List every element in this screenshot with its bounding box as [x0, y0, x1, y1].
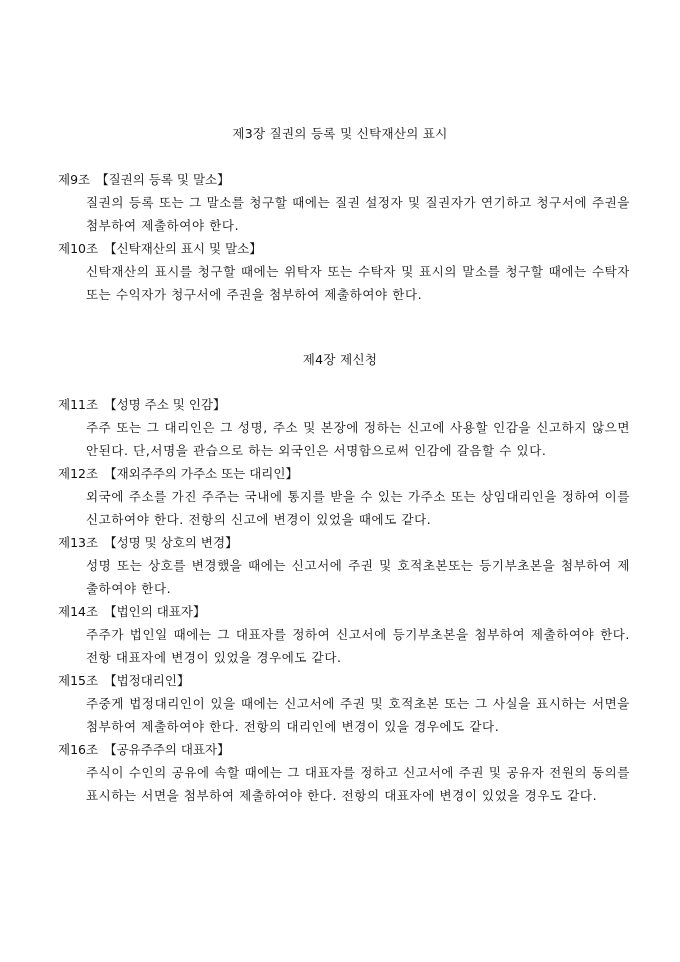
article-title: 【법인의 대표자】: [104, 604, 206, 619]
article-heading: [58, 600, 630, 623]
chapter-4-title: 제4장 제신청: [302, 352, 378, 367]
article-number: 제14조: [58, 604, 99, 619]
article-title: 【재외주주의 가주소 또는 대리인】: [104, 466, 298, 481]
article-body: 외국에 주소를 가진 주주는 국내에 통지를 받을 수 있는 가주소 또는 상임대리인을 정하여 이를 신고하여야 한다. 전항의 신고에 변경이 있었을 때에도 같다.: [86, 489, 630, 527]
article-body: 성명 또는 상호를 변경했을 때에는 신고서에 주권 및 호적초본또는 등기부초본을 첨부하여 제출하여야 한다.: [86, 558, 630, 596]
article-body: 질권의 등록 또는 그 말소를 청구할 때에는 질권 설정자 및 질권자가 연기하고 청구서에 주권을 첨부하여 제출하여야 한다.: [86, 195, 630, 233]
article-number: 제12조: [58, 466, 99, 481]
article-body: 신탁재산의 표시를 청구할 때에는 위탁자 또는 수탁자 및 표시의 말소를 청구할 때에는 수탁자 또는 수익자가 청구서에 주권을 첨부하여 제출하여야 한다.: [86, 264, 630, 302]
article-heading: [58, 237, 630, 260]
article-title: 【법정대리인】: [104, 673, 190, 688]
article-number: 제10조: [58, 241, 99, 256]
article-heading: [58, 738, 630, 761]
article-body: 주중게 법정대리인이 있을 때에는 신고서에 주권 및 호적초본 또는 그 사실을 표시하는 서면을 첨부하여 제출하여야 한다. 전항의 대리인에 변경이 있을 경우에도 같다.: [86, 696, 630, 734]
article-title: 【공유주주의 대표자】: [104, 742, 230, 757]
chapter-4-articles: [58, 393, 630, 807]
article-title: 【성명 및 상호의 변경】: [104, 535, 238, 550]
article-title: 【신탁재산의 표시 및 말소】: [104, 241, 262, 256]
article-10: [58, 237, 630, 306]
article-number: 제11조: [58, 397, 99, 412]
article-11: [58, 393, 630, 462]
article-number: 제15조: [58, 673, 99, 688]
article-heading: [58, 531, 630, 554]
article-number: 제16조: [58, 742, 99, 757]
article-12: [58, 462, 630, 531]
article-16: [58, 738, 630, 807]
article-number: 제9조: [58, 172, 91, 187]
article-title: 【질권의 등록 및 말소】: [96, 172, 230, 187]
article-heading: [58, 393, 630, 416]
article-13: [58, 531, 630, 600]
article-body: 주식이 수인의 공유에 속할 때에는 그 대표자를 정하고 신고서에 주권 및 공유자 전원의 동의를 표시하는 서면을 첨부하여 제출하여야 한다. 전항의 대표자에 변경이 있었을 경우도 같다.: [86, 765, 630, 803]
article-body: 주주가 법인일 때에는 그 대표자를 정하여 신고서에 등기부초본을 첨부하여 제출하여야 한다. 전항 대표자에 변경이 있었을 경우에도 같다.: [86, 627, 630, 665]
article-title: 【성명 주소 및 인감】: [104, 397, 226, 412]
article-15: [58, 669, 630, 738]
article-number: 제13조: [58, 535, 99, 550]
article-heading: [58, 168, 630, 191]
article-heading: [58, 669, 630, 692]
chapter-3-title: 제3장 질권의 등록 및 신탁재산의 표시: [232, 126, 448, 141]
article-9: [58, 168, 630, 237]
article-heading: [58, 462, 630, 485]
article-body: 주주 또는 그 대리인은 그 성명, 주소 및 본장에 정하는 신고에 사용할 인감을 신고하지 않으면 안된다. 단,서명을 관습으로 하는 외국인은 서명함으로써 인감에 갈음할 수 있다.: [86, 420, 630, 458]
article-14: [58, 600, 630, 669]
chapter-3-articles: [58, 168, 630, 306]
